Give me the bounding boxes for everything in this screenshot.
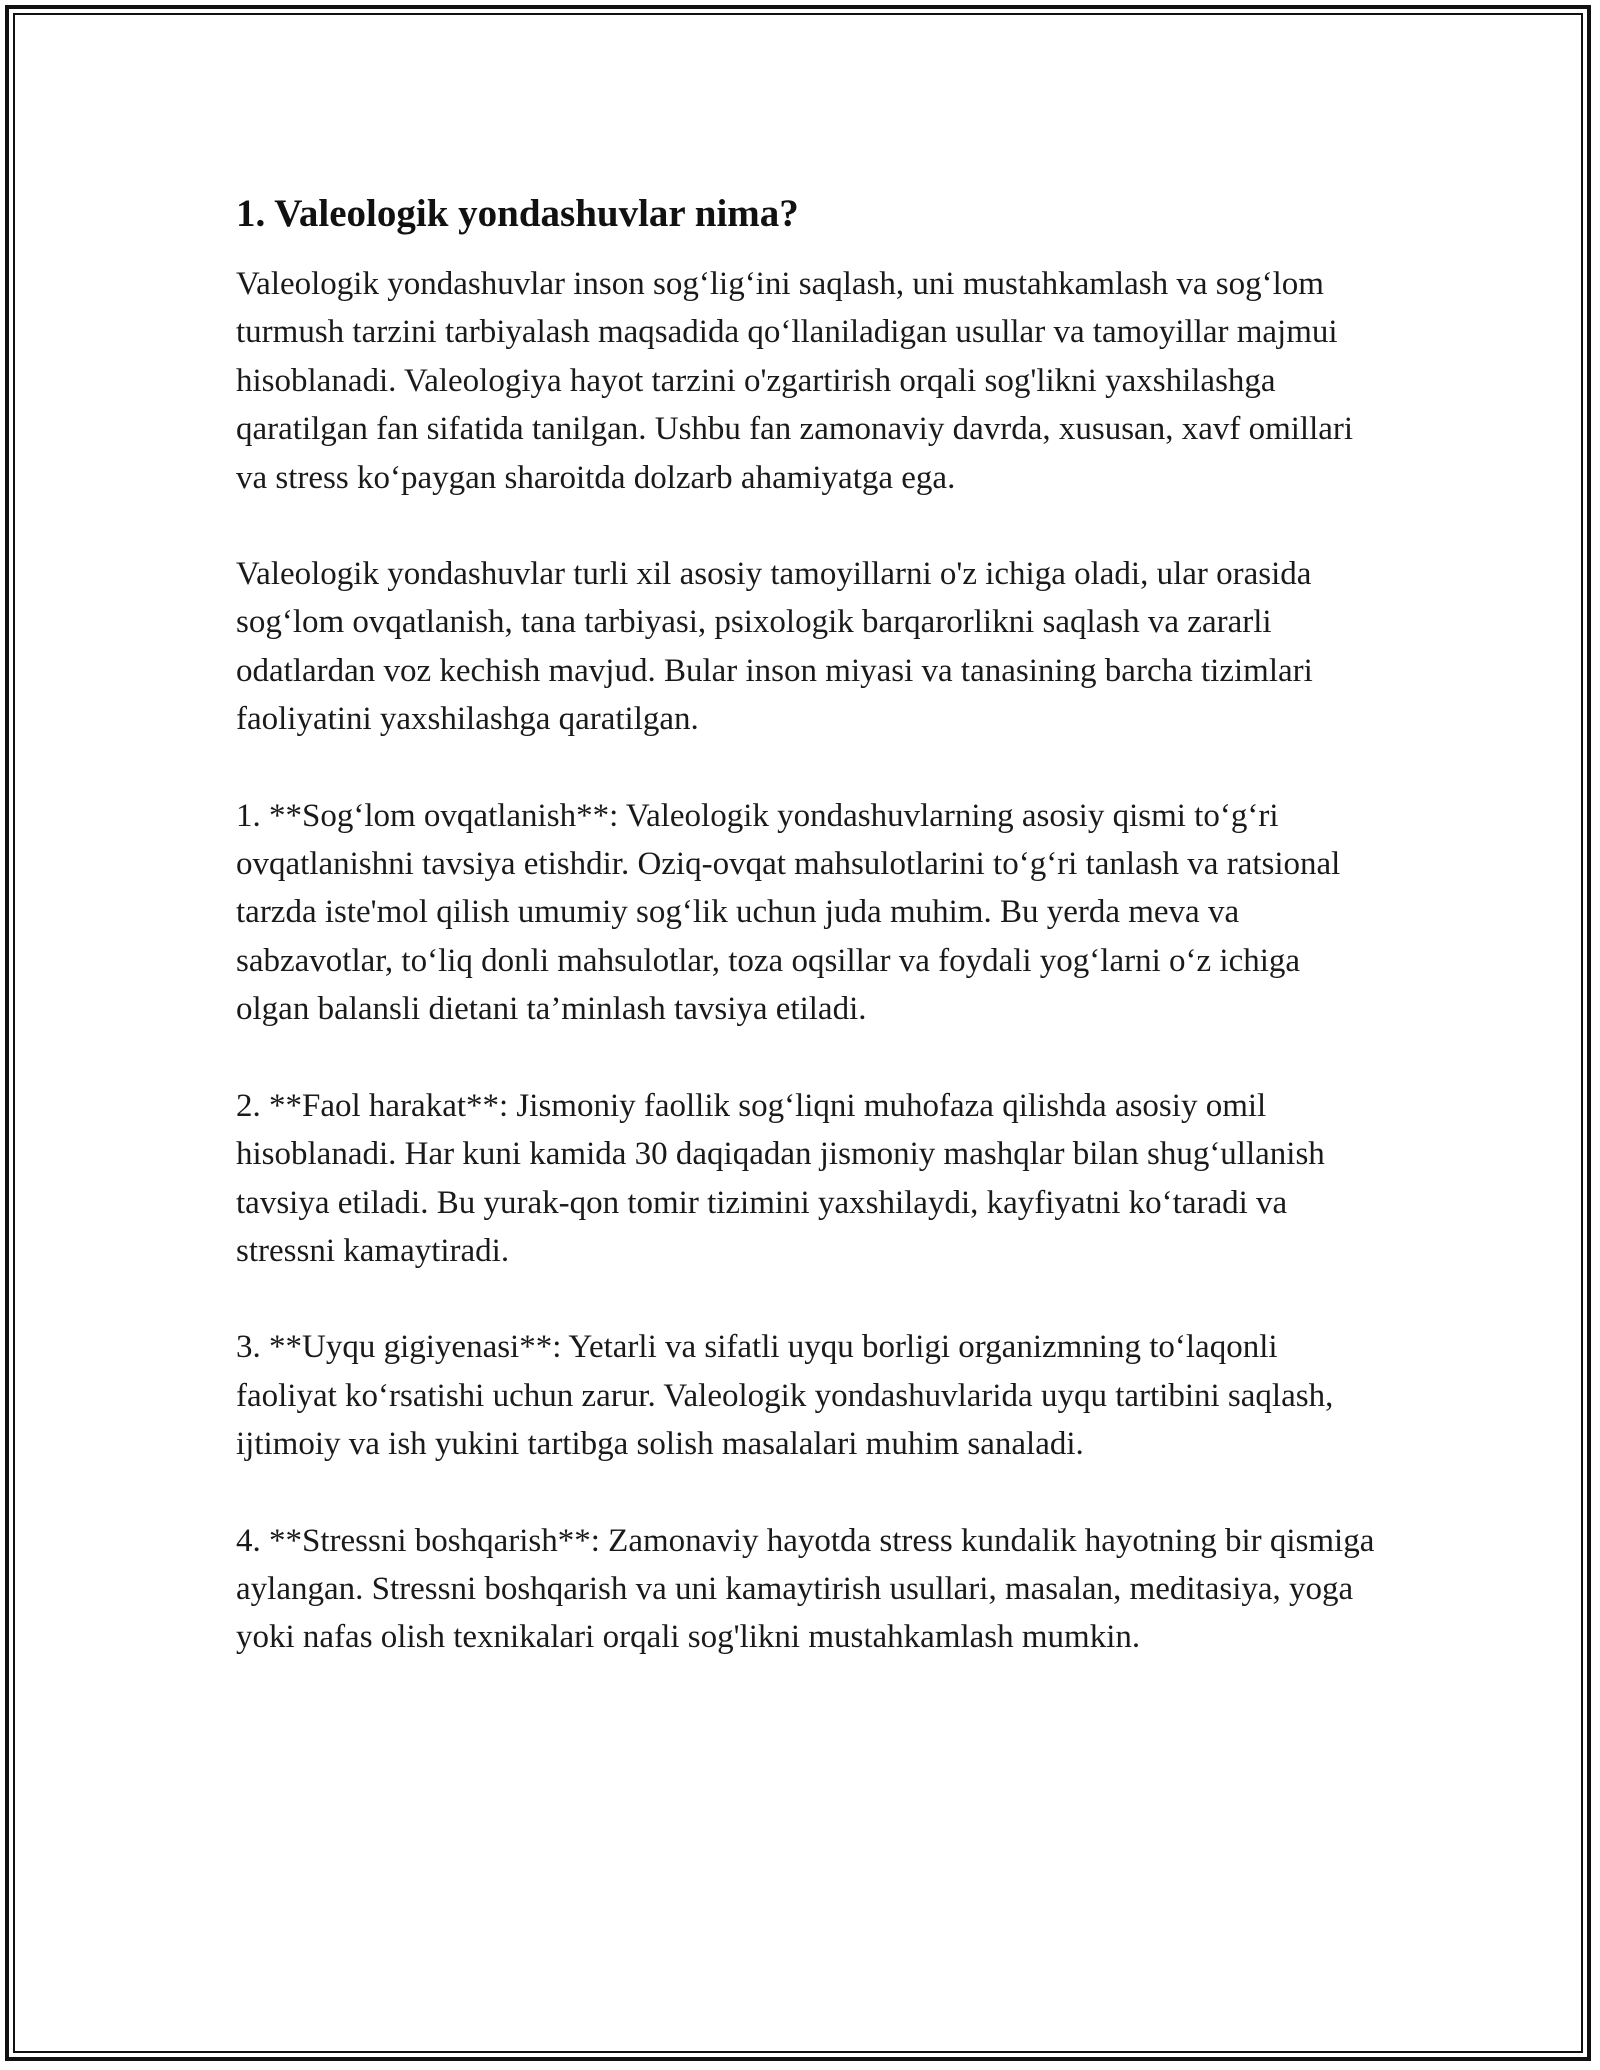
document-body [236,186,1376,1710]
list-item-nutrition: 1. **Sog‘lom ovqatlanish**: Valeologik yondashuvlarning asosiy qismi to‘g‘ri ovqatlanishni tavsiya etishdir. Oziq-ovqat mahsulotlarini to‘g‘ri tanlash va ratsional tarzda iste'mol qilish umumiy sog‘lik uchun juda muhim. Bu yerda meva va sabzavotlar, to‘liq donli mahsulotlar, toza oqsillar va foydali yog‘larni o‘z ichiga olgan balansli dietani ta’minlash tavsiya etiladi. [236,797,1341,1028]
list-item-activity: 2. **Faol harakat**: Jismoniy faollik sog‘liqni muhofaza qilishda asosiy omil hisoblanadi. Har kuni kamida 30 daqiqadan jismoniy mashqlar bilan shug‘ullanish tavsiya etiladi. Bu yurak-qon tomir tizimini yaxshilaydi, kayfiyatni ko‘taradi va stressni kamaytiradi. [236,1087,1325,1269]
section-heading: 1. Valeologik yondashuvlar nima? [236,192,799,235]
principles-paragraph: Valeologik yondashuvlar turli xil asosiy tamoyillarni o'z ichiga oladi, ular orasida sog‘lom ovqatlanish, tana tarbiyasi, psixologik barqarorlikni saqlash va zararli odatlardan voz kechish mavjud. Bular inson miyasi va tanasining barcha tizimlari faoliyatini yaxshilashga qaratilgan. [236,556,1313,738]
list-item-stress: 4. **Stressni boshqarish**: Zamonaviy hayotda stress kundalik hayotning bir qismiga aylangan. Stressni boshqarish va uni kamaytirish usullari, masalan, meditasiya, yoga yoki nafas olish texnikalari orqali sog'likni mustahkamlash mumkin. [236,1522,1375,1656]
list-item-sleep: 3. **Uyqu gigiyenasi**: Yetarli va sifatli uyqu borligi organizmning to‘laqonli faoliyat ko‘rsatishi uchun zarur. Valeologik yondashuvlarida uyqu tartibini saqlash, ijtimoiy va ish yukini tartibga solish masalalari muhim sanaladi. [236,1329,1334,1463]
intro-paragraph: Valeologik yondashuvlar inson sog‘lig‘ini saqlash, uni mustahkamlash va sog‘lom turmush tarzini tarbiyalash maqsadida qo‘llaniladigan usullar va tamoyillar majmui hisoblanadi. Valeologiya hayot tarzini o'zgartirish orqali sog'likni yaxshilashga qaratilgan fan sifatida tanilgan. Ushbu fan zamonaviy davrda, xususan, xavf omillari va stress ko‘paygan sharoitda dolzarb ahamiyatga ega. [236,266,1354,496]
